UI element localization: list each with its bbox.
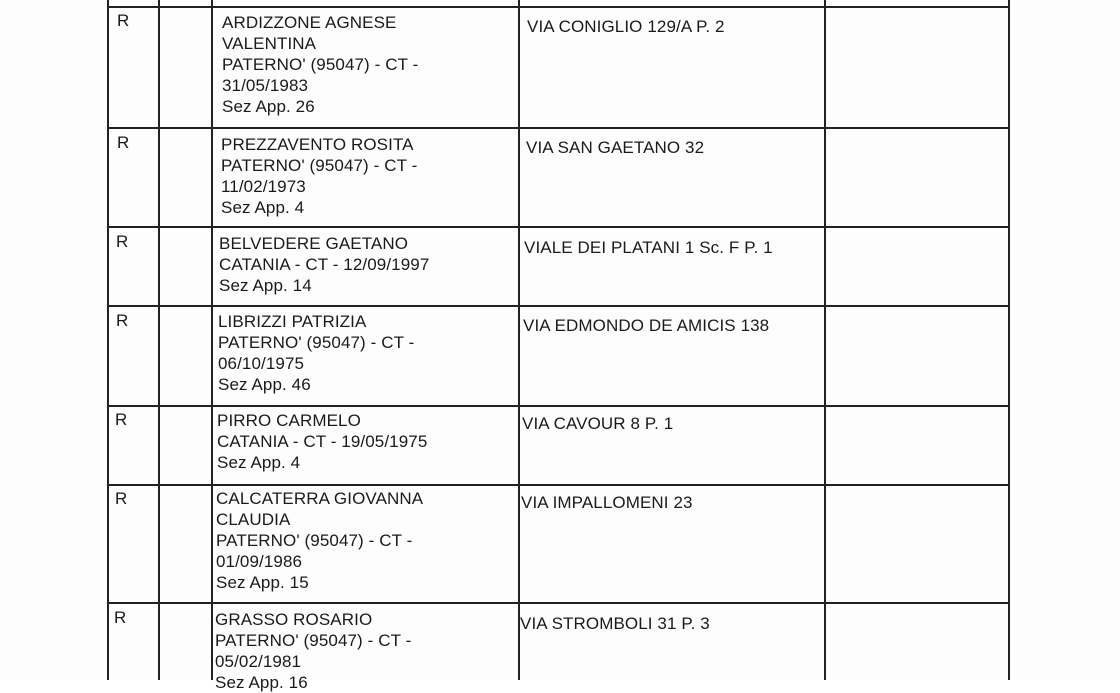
row-flag: R (117, 11, 130, 30)
person-details: BELVEDERE GAETANO CATANIA - CT - 12/09/1997 Sez App. 14 (219, 234, 430, 295)
table-divider-4 (824, 0, 826, 680)
row-rule (107, 405, 1010, 407)
row-flag: R (116, 311, 129, 330)
person-details: PIRRO CARMELO CATANIA - CT - 19/05/1975 Sez App. 4 (217, 411, 428, 472)
row-flag: R (117, 133, 130, 152)
person-details: LIBRIZZI PATRIZIA PATERNO' (95047) - CT - 06/10/1975 Sez App. 46 (218, 312, 415, 394)
address: VIA IMPALLOMENI 23 (521, 493, 693, 512)
row-rule (107, 602, 1010, 604)
table-divider-1 (158, 0, 160, 680)
row-rule (107, 305, 1010, 307)
table-border-left (107, 0, 109, 680)
row-rule (107, 6, 1010, 8)
person-details: CALCATERRA GIOVANNA CLAUDIA PATERNO' (95047) - CT - 01/09/1986 Sez App. 15 (216, 489, 424, 592)
address: VIA CONIGLIO 129/A P. 2 (527, 17, 725, 36)
person-details: GRASSO ROSARIO PATERNO' (95047) - CT - 05/02/1981 Sez App. 16 (215, 610, 412, 692)
row-rule (107, 226, 1010, 228)
table-border-right (1008, 0, 1010, 680)
address: VIA SAN GAETANO 32 (526, 138, 705, 157)
address: VIA STROMBOLI 31 P. 3 (520, 614, 710, 633)
row-rule (107, 484, 1010, 486)
table-divider-2 (211, 0, 213, 680)
address: VIA EDMONDO DE AMICIS 138 (523, 316, 770, 335)
row-rule (107, 127, 1010, 129)
row-flag: R (116, 232, 129, 251)
address: VIA CAVOUR 8 P. 1 (522, 414, 674, 433)
row-flag: R (115, 489, 128, 508)
row-flag: R (114, 608, 127, 627)
person-details: ARDIZZONE AGNESE VALENTINA PATERNO' (95047) - CT - 31/05/1983 Sez App. 26 (222, 13, 419, 116)
person-details: PREZZAVENTO ROSITA PATERNO' (95047) - CT - 11/02/1973 Sez App. 4 (221, 135, 418, 217)
table-divider-3 (518, 0, 520, 680)
row-flag: R (115, 410, 128, 429)
address: VIALE DEI PLATANI 1 Sc. F P. 1 (524, 238, 773, 257)
